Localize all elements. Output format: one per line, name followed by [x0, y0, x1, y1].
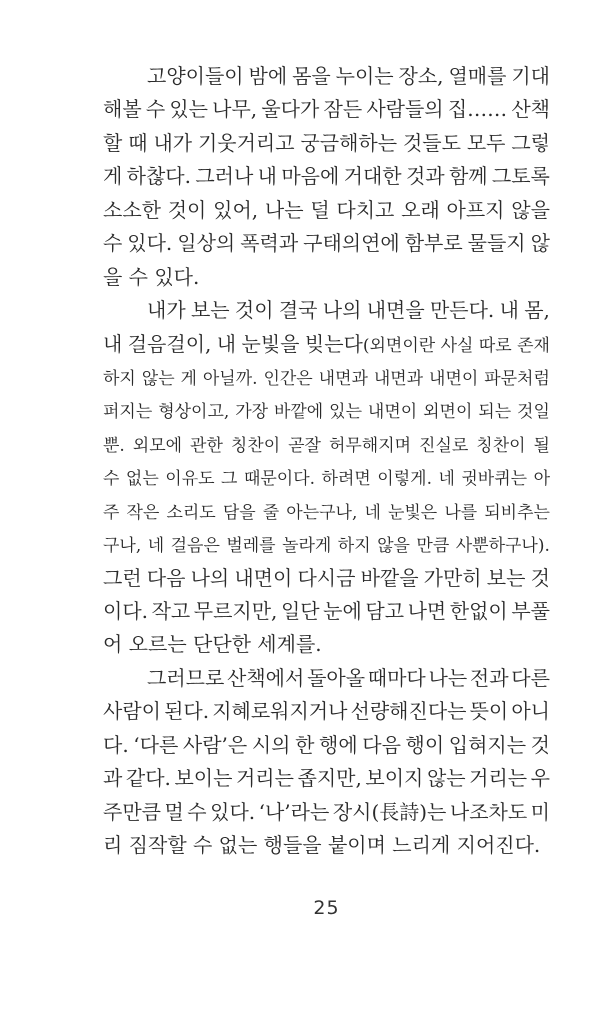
text-word: 다음 — [362, 732, 401, 757]
text-line — [103, 595, 550, 628]
text-word: 돌아올 — [307, 665, 366, 690]
text-word: 내 — [499, 298, 519, 323]
text-word: 게 — [180, 368, 197, 389]
text-word: 장소, — [398, 64, 444, 88]
text-line — [103, 695, 550, 728]
text-line — [103, 227, 550, 260]
text-word: 이유도 — [165, 469, 215, 490]
text-word: 집…… — [447, 97, 508, 122]
text-line — [103, 428, 550, 461]
text-word: 멀 — [164, 799, 184, 824]
text-word: 아는구나, — [286, 502, 358, 523]
body-text — [103, 60, 550, 863]
text-word: 오래 — [401, 197, 440, 222]
text-word: 잠든 — [323, 97, 363, 122]
text-word: 나면 — [407, 599, 447, 623]
text-line — [103, 495, 550, 528]
text-word: 일단 — [280, 599, 320, 623]
text-word: 놀라게 — [282, 536, 332, 557]
text-word: 뿐. — [103, 435, 125, 456]
text-word: 행이 — [405, 732, 445, 757]
text-word: 열매를 — [448, 64, 507, 88]
text-word: ‘다른 — [133, 732, 179, 757]
text-word: 결국 — [278, 298, 318, 323]
text-word: 고양이들이 — [147, 64, 244, 88]
text-word: 벌레를 — [226, 536, 276, 557]
text-word: 구나, — [103, 536, 142, 557]
text-word: 같다. — [125, 766, 171, 791]
text-word: 따로 — [478, 335, 512, 356]
text-word: 내 — [257, 164, 277, 189]
text-word: 내면과 — [373, 368, 424, 389]
text-word: 내 — [103, 331, 123, 356]
text-word: 게 — [103, 164, 123, 189]
text-word: 하지 — [337, 536, 371, 557]
text-word: 장시(長詩)는 — [332, 799, 447, 824]
text-word: 인간은 — [263, 368, 313, 389]
text-word: 누이는 — [335, 64, 394, 88]
text-word: ‘나’라는 — [258, 799, 330, 824]
text-word: 거리는 — [235, 766, 294, 791]
text-word: 내면이 — [234, 565, 293, 590]
text-word: 칭찬이 — [230, 435, 281, 456]
text-word: 것들도 — [402, 130, 461, 155]
text-word: 폭력과 — [240, 231, 299, 256]
text-line: 리 짐작할 수 없는 행들을 붙이며 느리게 지어진다. — [103, 833, 541, 858]
text-word: 입혀지는 — [448, 732, 527, 757]
text-word: 파문처럼 — [484, 368, 550, 389]
text-word: 나조차도 — [449, 799, 528, 824]
text-line — [103, 461, 550, 494]
text-word: 다음 — [146, 565, 186, 590]
text-word: 것과 — [405, 164, 445, 189]
text-word: 과 — [103, 766, 123, 791]
text-word: 무르지만, — [193, 599, 278, 623]
text-word: 때 — [128, 130, 148, 155]
text-word: 작고 — [151, 599, 191, 623]
text-word: 빚는다(외면이란 — [304, 331, 436, 356]
text-line — [103, 160, 550, 193]
text-word: 사실 — [440, 335, 474, 356]
text-word: 마음에 — [281, 164, 340, 189]
text-word: 함께 — [448, 164, 488, 189]
text-word: 우 — [530, 766, 550, 791]
text-word: 산책 — [511, 97, 550, 122]
page-number: 25 — [313, 897, 340, 919]
text-word: 다치고 — [336, 197, 395, 222]
text-word: 다시금 — [297, 565, 356, 590]
text-word: 그런 — [103, 565, 142, 590]
text-word: 선량해진다는 — [350, 699, 467, 724]
text-word: 외면이 — [423, 402, 473, 423]
text-word: 나의 — [190, 565, 230, 590]
text-word: 몸, — [524, 298, 550, 323]
text-word: 진실로 — [419, 435, 469, 456]
text-word: 내가 — [147, 298, 186, 323]
text-word: 보이는 — [174, 766, 233, 791]
text-word: 부풀 — [511, 599, 550, 623]
text-word: 없는 — [125, 469, 159, 490]
text-word: 네 — [147, 536, 165, 557]
text-word: 나의 — [322, 298, 362, 323]
text-word: 이다. — [103, 599, 148, 623]
text-word: 존재 — [517, 335, 550, 356]
text-word: 있는 — [329, 402, 362, 423]
text-word: 함부로 — [404, 231, 463, 256]
text-word: 하지 — [103, 368, 136, 389]
text-line — [103, 361, 550, 394]
text-word: 가만히 — [423, 565, 482, 590]
text-word: 그러므로 — [147, 665, 225, 690]
text-line — [103, 528, 550, 561]
text-word: 다. — [103, 732, 129, 757]
text-word: 나무, — [212, 97, 258, 122]
text-word: 이렇게. — [377, 469, 432, 490]
text-line — [103, 60, 550, 93]
text-word: 보이지 — [365, 766, 424, 791]
text-word: 해볼 — [103, 97, 142, 122]
text-word: 울다가 — [261, 97, 320, 122]
text-word: 될 — [533, 435, 550, 456]
text-word: 그렇 — [511, 130, 550, 155]
text-word: 줄 — [262, 502, 280, 523]
text-word: 물들지 — [467, 231, 526, 256]
text-word: 외모에 — [132, 435, 183, 456]
text-word: 있는 — [169, 97, 208, 122]
text-line — [103, 562, 550, 595]
text-line: 어 오르는 단단한 세계를. — [103, 632, 322, 657]
text-word: 사람’은 — [182, 732, 248, 757]
text-word: 그토록 — [491, 164, 550, 189]
text-word: 퍼지는 — [103, 402, 153, 423]
text-line — [103, 662, 550, 695]
text-word: 것 — [530, 732, 550, 757]
text-word: 아니 — [511, 699, 550, 724]
text-word: 거대한 — [343, 164, 402, 189]
text-word: 된다. — [164, 699, 210, 724]
text-word: 있다. — [127, 231, 173, 256]
text-word: 형상이고, — [158, 402, 230, 423]
text-line — [103, 194, 550, 227]
text-word: 보는 — [486, 565, 526, 590]
text-word: 아 — [533, 469, 550, 490]
text-word: 않을 — [511, 197, 550, 222]
text-word: 하찮다. — [126, 164, 191, 189]
text-word: 밤에 — [248, 64, 288, 88]
text-word: 시의 — [251, 732, 291, 757]
text-word: 사람들의 — [366, 97, 444, 122]
text-word: 소소한 — [103, 197, 161, 222]
text-word: 아프지 — [446, 197, 505, 222]
text-word: 할 — [103, 130, 123, 155]
text-word: 만큼 — [416, 536, 450, 557]
text-word: 내면과 — [318, 368, 368, 389]
text-word: 않는 — [426, 766, 466, 791]
text-word: 나는 — [264, 197, 304, 222]
text-word: 것일 — [517, 402, 550, 423]
text-word: 다른 — [511, 665, 550, 690]
text-word: 보는 — [190, 298, 230, 323]
text-word: 산책에서 — [227, 665, 305, 690]
text-word: 내면이 — [429, 368, 479, 389]
text-line — [103, 127, 550, 160]
text-word: 하려면 — [321, 469, 371, 490]
text-word: 행에 — [319, 732, 358, 757]
text-word: 걸음은 — [170, 536, 220, 557]
text-word: 관한 — [190, 435, 223, 456]
text-word: 되는 — [478, 402, 512, 423]
text-word: 만든다. — [429, 298, 495, 323]
text-word: 때문이다. — [243, 469, 316, 490]
text-word: 수 — [103, 469, 120, 490]
text-word: 바깥에 — [273, 402, 324, 423]
text-word: 있어, — [213, 197, 259, 222]
text-word: 허무해지며 — [328, 435, 412, 456]
text-word: 작은 — [126, 502, 160, 523]
text-word: 소리도 — [166, 502, 216, 523]
text-word: 뜻이 — [469, 699, 509, 724]
text-word: 것 — [530, 565, 550, 590]
text-word: 나는 — [428, 665, 468, 690]
text-word: 기웃거리고 — [197, 130, 295, 155]
text-word: 걸음걸이, — [127, 331, 212, 356]
text-line — [103, 93, 550, 126]
text-line — [103, 328, 550, 361]
text-word: 되비추는 — [484, 502, 550, 523]
text-word: 그 — [221, 469, 238, 490]
text-word: 한 — [295, 732, 315, 757]
text-word: 몸을 — [292, 64, 331, 88]
text-word: 않 — [530, 231, 550, 256]
text-word: 전과 — [469, 665, 509, 690]
text-word: 눈빛을 — [241, 331, 300, 356]
text-word: 눈에 — [323, 599, 362, 623]
text-word: 내면이 — [367, 402, 418, 423]
text-line — [103, 294, 550, 327]
text-word: 가장 — [235, 402, 269, 423]
text-word: 않을 — [377, 536, 410, 557]
text-word: 수 — [187, 799, 207, 824]
text-word: 궁금해하는 — [300, 130, 398, 155]
text-word: 모두 — [466, 130, 506, 155]
text-word: 것이 — [167, 197, 207, 222]
text-word: 지혜로워지거나 — [212, 699, 348, 724]
text-word: 곧잘 — [288, 435, 321, 456]
text-word: 칭찬이 — [476, 435, 526, 456]
text-word: 바깥을 — [360, 565, 419, 590]
text-word: 내가 — [153, 130, 193, 155]
text-word: 것이 — [234, 298, 274, 323]
text-word: 거리는 — [469, 766, 528, 791]
text-word: 구태의연에 — [303, 231, 400, 256]
text-word: 미 — [530, 799, 550, 824]
text-word: 아닐까. — [202, 368, 258, 389]
text-word: 주 — [103, 502, 120, 523]
text-line — [103, 394, 550, 427]
text-word: 한없이 — [449, 599, 508, 623]
text-word: 있다. — [210, 799, 256, 824]
text-word: 네 — [364, 502, 381, 523]
text-word: 기대 — [511, 64, 550, 88]
text-word: 수 — [103, 231, 123, 256]
text-word: 내면을 — [366, 298, 425, 323]
text-word: 일상의 — [177, 231, 236, 256]
text-word: 담을 — [222, 502, 256, 523]
text-word: 않는 — [141, 368, 175, 389]
text-line — [103, 762, 550, 795]
text-word: 덜 — [310, 197, 330, 222]
text-word: 담고 — [365, 599, 405, 623]
text-word: 사람이 — [103, 699, 161, 724]
text-word: 좁지만, — [297, 766, 362, 791]
text-word: 귓바퀴는 — [461, 469, 528, 490]
text-word: 사뿐하구나). — [455, 536, 550, 557]
text-word: 주만큼 — [103, 799, 161, 824]
text-line: 을 수 있다. — [103, 264, 200, 289]
text-word: 때마다 — [367, 665, 426, 690]
text-word: 네 — [438, 469, 455, 490]
text-word: 눈빛은 — [387, 502, 438, 523]
text-line — [103, 796, 550, 829]
text-word: 내 — [216, 331, 237, 356]
text-word: 나를 — [444, 502, 478, 523]
text-line — [103, 729, 550, 762]
text-word: 그러나 — [195, 164, 254, 189]
text-word: 수 — [145, 97, 166, 122]
